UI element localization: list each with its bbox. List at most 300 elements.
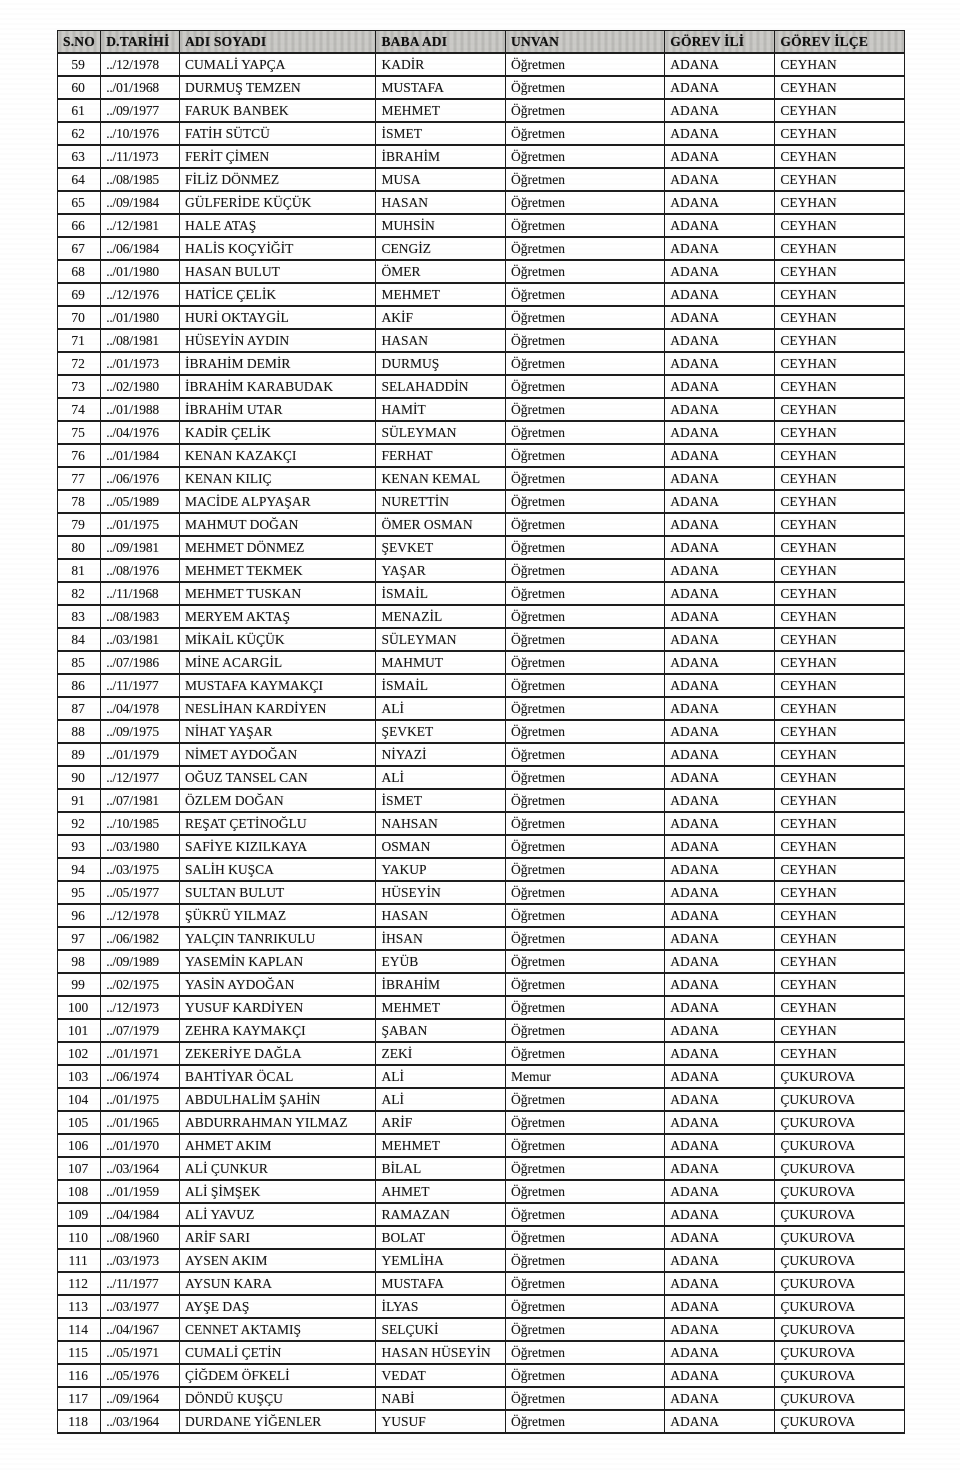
cell-gorev_ili: ADANA xyxy=(665,582,775,605)
cell-adi_soyadi: ALİ YAVUZ xyxy=(179,1203,376,1226)
cell-baba_adi: HAMİT xyxy=(376,398,506,421)
cell-baba_adi: SÜLEYMAN xyxy=(376,628,506,651)
table-row xyxy=(58,76,905,99)
cell-adi_soyadi: YASİN AYDOĞAN xyxy=(179,973,376,996)
cell-d_tarihi: ../01/1965 xyxy=(101,1111,180,1134)
cell-baba_adi: MENAZİL xyxy=(376,605,506,628)
cell-gorev_ilce: ÇUKUROVA xyxy=(775,1318,905,1341)
cell-s_no: 95 xyxy=(58,881,101,904)
cell-d_tarihi: ../08/1976 xyxy=(101,559,180,582)
cell-gorev_ilce: ÇUKUROVA xyxy=(775,1295,905,1318)
cell-gorev_ilce: CEYHAN xyxy=(775,559,905,582)
cell-baba_adi: MUHSİN xyxy=(376,214,506,237)
cell-unvan: Öğretmen xyxy=(506,329,665,352)
table-row xyxy=(58,835,905,858)
cell-gorev_ili: ADANA xyxy=(665,1364,775,1387)
cell-s_no: 116 xyxy=(58,1364,101,1387)
cell-s_no: 65 xyxy=(58,191,101,214)
cell-unvan: Öğretmen xyxy=(506,766,665,789)
cell-adi_soyadi: GÜLFERİDE KÜÇÜK xyxy=(179,191,376,214)
cell-gorev_ilce: CEYHAN xyxy=(775,283,905,306)
cell-adi_soyadi: FATİH SÜTCÜ xyxy=(179,122,376,145)
cell-d_tarihi: ../12/1973 xyxy=(101,996,180,1019)
cell-gorev_ili: ADANA xyxy=(665,467,775,490)
cell-baba_adi: ŞEVKET xyxy=(376,720,506,743)
cell-gorev_ili: ADANA xyxy=(665,812,775,835)
table-row xyxy=(58,214,905,237)
cell-gorev_ili: ADANA xyxy=(665,835,775,858)
cell-baba_adi: ŞEVKET xyxy=(376,536,506,559)
table-row xyxy=(58,352,905,375)
cell-s_no: 77 xyxy=(58,467,101,490)
cell-adi_soyadi: AHMET AKIM xyxy=(179,1134,376,1157)
table-row xyxy=(58,1272,905,1295)
cell-adi_soyadi: ALİ ÇUNKUR xyxy=(179,1157,376,1180)
cell-baba_adi: ÖMER OSMAN xyxy=(376,513,506,536)
header-row xyxy=(58,31,905,54)
cell-gorev_ili: ADANA xyxy=(665,214,775,237)
cell-adi_soyadi: ABDURRAHMAN YILMAZ xyxy=(179,1111,376,1134)
cell-adi_soyadi: MUSTAFA KAYMAKÇI xyxy=(179,674,376,697)
cell-d_tarihi: ../01/1973 xyxy=(101,352,180,375)
table-row xyxy=(58,996,905,1019)
cell-d_tarihi: ../06/1984 xyxy=(101,237,180,260)
cell-baba_adi: ALİ xyxy=(376,766,506,789)
cell-baba_adi: MAHMUT xyxy=(376,651,506,674)
cell-baba_adi: NİYAZİ xyxy=(376,743,506,766)
cell-gorev_ilce: CEYHAN xyxy=(775,950,905,973)
cell-s_no: 86 xyxy=(58,674,101,697)
cell-gorev_ili: ADANA xyxy=(665,168,775,191)
cell-gorev_ili: ADANA xyxy=(665,651,775,674)
cell-baba_adi: İSMET xyxy=(376,789,506,812)
cell-adi_soyadi: MACİDE ALPYAŞAR xyxy=(179,490,376,513)
header-cell-d_tarihi: D.TARİHİ xyxy=(101,31,180,54)
cell-d_tarihi: ../03/1975 xyxy=(101,858,180,881)
cell-d_tarihi: ../12/1978 xyxy=(101,53,180,76)
cell-gorev_ilce: CEYHAN xyxy=(775,513,905,536)
cell-baba_adi: ÖMER xyxy=(376,260,506,283)
cell-s_no: 114 xyxy=(58,1318,101,1341)
cell-s_no: 115 xyxy=(58,1341,101,1364)
cell-gorev_ili: ADANA xyxy=(665,789,775,812)
cell-d_tarihi: ../01/1975 xyxy=(101,1088,180,1111)
cell-unvan: Öğretmen xyxy=(506,881,665,904)
cell-s_no: 67 xyxy=(58,237,101,260)
cell-s_no: 96 xyxy=(58,904,101,927)
cell-baba_adi: İSMAİL xyxy=(376,582,506,605)
table-row xyxy=(58,260,905,283)
cell-baba_adi: KADİR xyxy=(376,53,506,76)
cell-gorev_ilce: CEYHAN xyxy=(775,720,905,743)
cell-unvan: Öğretmen xyxy=(506,789,665,812)
cell-adi_soyadi: KENAN KILIÇ xyxy=(179,467,376,490)
cell-unvan: Öğretmen xyxy=(506,1134,665,1157)
cell-unvan: Öğretmen xyxy=(506,283,665,306)
cell-adi_soyadi: HÜSEYİN AYDIN xyxy=(179,329,376,352)
cell-gorev_ilce: CEYHAN xyxy=(775,122,905,145)
cell-unvan: Öğretmen xyxy=(506,536,665,559)
cell-baba_adi: HASAN xyxy=(376,904,506,927)
cell-gorev_ili: ADANA xyxy=(665,1249,775,1272)
cell-d_tarihi: ../02/1980 xyxy=(101,375,180,398)
cell-d_tarihi: ../04/1967 xyxy=(101,1318,180,1341)
cell-d_tarihi: ../05/1971 xyxy=(101,1341,180,1364)
table-row xyxy=(58,674,905,697)
header-cell-s_no: S.NO xyxy=(58,31,101,54)
cell-d_tarihi: ../12/1981 xyxy=(101,214,180,237)
cell-baba_adi: ALİ xyxy=(376,1065,506,1088)
cell-d_tarihi: ../01/1988 xyxy=(101,398,180,421)
cell-unvan: Öğretmen xyxy=(506,1249,665,1272)
cell-s_no: 99 xyxy=(58,973,101,996)
cell-s_no: 68 xyxy=(58,260,101,283)
cell-gorev_ilce: ÇUKUROVA xyxy=(775,1157,905,1180)
cell-gorev_ilce: CEYHAN xyxy=(775,53,905,76)
cell-unvan: Öğretmen xyxy=(506,1295,665,1318)
cell-gorev_ilce: CEYHAN xyxy=(775,927,905,950)
cell-gorev_ili: ADANA xyxy=(665,99,775,122)
cell-gorev_ili: ADANA xyxy=(665,1295,775,1318)
cell-baba_adi: EYÜB xyxy=(376,950,506,973)
cell-s_no: 101 xyxy=(58,1019,101,1042)
cell-d_tarihi: ../05/1976 xyxy=(101,1364,180,1387)
cell-gorev_ili: ADANA xyxy=(665,53,775,76)
cell-d_tarihi: ../07/1979 xyxy=(101,1019,180,1042)
cell-gorev_ili: ADANA xyxy=(665,352,775,375)
cell-adi_soyadi: ŞÜKRÜ YILMAZ xyxy=(179,904,376,927)
cell-d_tarihi: ../01/1968 xyxy=(101,76,180,99)
cell-adi_soyadi: REŞAT ÇETİNOĞLU xyxy=(179,812,376,835)
cell-gorev_ilce: CEYHAN xyxy=(775,674,905,697)
cell-d_tarihi: ../09/1977 xyxy=(101,99,180,122)
table-row xyxy=(58,1111,905,1134)
cell-gorev_ili: ADANA xyxy=(665,996,775,1019)
cell-unvan: Öğretmen xyxy=(506,697,665,720)
cell-adi_soyadi: KENAN KAZAKÇI xyxy=(179,444,376,467)
table-row xyxy=(58,1088,905,1111)
cell-s_no: 108 xyxy=(58,1180,101,1203)
cell-gorev_ilce: CEYHAN xyxy=(775,237,905,260)
cell-unvan: Öğretmen xyxy=(506,375,665,398)
cell-d_tarihi: ../04/1984 xyxy=(101,1203,180,1226)
cell-unvan: Öğretmen xyxy=(506,674,665,697)
cell-gorev_ili: ADANA xyxy=(665,1042,775,1065)
cell-gorev_ili: ADANA xyxy=(665,1226,775,1249)
header-cell-gorev_ili: GÖREV İLİ xyxy=(665,31,775,54)
cell-gorev_ili: ADANA xyxy=(665,1203,775,1226)
cell-baba_adi: SELAHADDİN xyxy=(376,375,506,398)
cell-gorev_ili: ADANA xyxy=(665,122,775,145)
cell-s_no: 94 xyxy=(58,858,101,881)
cell-adi_soyadi: DÖNDÜ KUŞÇU xyxy=(179,1387,376,1410)
cell-s_no: 107 xyxy=(58,1157,101,1180)
table-row xyxy=(58,191,905,214)
cell-s_no: 82 xyxy=(58,582,101,605)
cell-baba_adi: NAHSAN xyxy=(376,812,506,835)
cell-adi_soyadi: NİMET AYDOĞAN xyxy=(179,743,376,766)
cell-baba_adi: MEHMET xyxy=(376,996,506,1019)
cell-d_tarihi: ../09/1989 xyxy=(101,950,180,973)
cell-gorev_ilce: CEYHAN xyxy=(775,766,905,789)
cell-d_tarihi: ../06/1974 xyxy=(101,1065,180,1088)
cell-adi_soyadi: FİLİZ DÖNMEZ xyxy=(179,168,376,191)
cell-gorev_ilce: CEYHAN xyxy=(775,605,905,628)
cell-s_no: 102 xyxy=(58,1042,101,1065)
cell-s_no: 64 xyxy=(58,168,101,191)
cell-adi_soyadi: SALİH KUŞCA xyxy=(179,858,376,881)
table-row xyxy=(58,881,905,904)
cell-gorev_ili: ADANA xyxy=(665,1272,775,1295)
cell-adi_soyadi: FERİT ÇİMEN xyxy=(179,145,376,168)
table-row xyxy=(58,1387,905,1410)
cell-d_tarihi: ../01/1959 xyxy=(101,1180,180,1203)
cell-baba_adi: RAMAZAN xyxy=(376,1203,506,1226)
cell-unvan: Öğretmen xyxy=(506,76,665,99)
table-row xyxy=(58,582,905,605)
cell-baba_adi: MEHMET xyxy=(376,99,506,122)
cell-s_no: 92 xyxy=(58,812,101,835)
cell-s_no: 59 xyxy=(58,53,101,76)
cell-adi_soyadi: ABDULHALİM ŞAHİN xyxy=(179,1088,376,1111)
cell-unvan: Öğretmen xyxy=(506,973,665,996)
table-row xyxy=(58,904,905,927)
table-row xyxy=(58,490,905,513)
cell-gorev_ilce: CEYHAN xyxy=(775,398,905,421)
cell-gorev_ili: ADANA xyxy=(665,191,775,214)
cell-gorev_ilce: ÇUKUROVA xyxy=(775,1134,905,1157)
cell-baba_adi: İHSAN xyxy=(376,927,506,950)
cell-d_tarihi: ../06/1976 xyxy=(101,467,180,490)
cell-gorev_ili: ADANA xyxy=(665,973,775,996)
header-cell-baba_adi: BABA ADI xyxy=(376,31,506,54)
cell-s_no: 110 xyxy=(58,1226,101,1249)
cell-adi_soyadi: OĞUZ TANSEL CAN xyxy=(179,766,376,789)
cell-unvan: Öğretmen xyxy=(506,1272,665,1295)
cell-gorev_ilce: CEYHAN xyxy=(775,996,905,1019)
cell-unvan: Öğretmen xyxy=(506,720,665,743)
cell-gorev_ilce: ÇUKUROVA xyxy=(775,1088,905,1111)
cell-gorev_ili: ADANA xyxy=(665,1410,775,1433)
cell-adi_soyadi: HATİCE ÇELİK xyxy=(179,283,376,306)
cell-s_no: 80 xyxy=(58,536,101,559)
cell-baba_adi: CENGİZ xyxy=(376,237,506,260)
table-row xyxy=(58,1134,905,1157)
cell-unvan: Öğretmen xyxy=(506,168,665,191)
cell-d_tarihi: ../08/1981 xyxy=(101,329,180,352)
cell-s_no: 74 xyxy=(58,398,101,421)
cell-gorev_ilce: CEYHAN xyxy=(775,306,905,329)
cell-s_no: 63 xyxy=(58,145,101,168)
cell-gorev_ili: ADANA xyxy=(665,536,775,559)
cell-gorev_ili: ADANA xyxy=(665,1318,775,1341)
cell-baba_adi: YUSUF xyxy=(376,1410,506,1433)
table-row xyxy=(58,1203,905,1226)
cell-s_no: 90 xyxy=(58,766,101,789)
cell-d_tarihi: ../09/1975 xyxy=(101,720,180,743)
cell-gorev_ilce: CEYHAN xyxy=(775,697,905,720)
cell-unvan: Öğretmen xyxy=(506,605,665,628)
cell-gorev_ilce: CEYHAN xyxy=(775,743,905,766)
cell-unvan: Öğretmen xyxy=(506,398,665,421)
cell-gorev_ilce: ÇUKUROVA xyxy=(775,1364,905,1387)
cell-d_tarihi: ../03/1977 xyxy=(101,1295,180,1318)
cell-unvan: Öğretmen xyxy=(506,1042,665,1065)
cell-s_no: 87 xyxy=(58,697,101,720)
cell-gorev_ilce: ÇUKUROVA xyxy=(775,1249,905,1272)
table-row xyxy=(58,605,905,628)
table-row xyxy=(58,398,905,421)
cell-baba_adi: MUSTAFA xyxy=(376,1272,506,1295)
cell-gorev_ili: ADANA xyxy=(665,605,775,628)
cell-d_tarihi: ../07/1981 xyxy=(101,789,180,812)
cell-baba_adi: HÜSEYİN xyxy=(376,881,506,904)
table-row xyxy=(58,53,905,76)
cell-gorev_ilce: CEYHAN xyxy=(775,789,905,812)
cell-s_no: 105 xyxy=(58,1111,101,1134)
cell-adi_soyadi: MİKAİL KÜÇÜK xyxy=(179,628,376,651)
cell-baba_adi: NURETTİN xyxy=(376,490,506,513)
table-row xyxy=(58,766,905,789)
cell-gorev_ili: ADANA xyxy=(665,306,775,329)
cell-gorev_ili: ADANA xyxy=(665,766,775,789)
cell-adi_soyadi: CENNET AKTAMIŞ xyxy=(179,1318,376,1341)
cell-gorev_ilce: CEYHAN xyxy=(775,812,905,835)
cell-gorev_ilce: ÇUKUROVA xyxy=(775,1226,905,1249)
cell-unvan: Öğretmen xyxy=(506,1111,665,1134)
cell-gorev_ili: ADANA xyxy=(665,927,775,950)
table-row xyxy=(58,697,905,720)
table-row xyxy=(58,559,905,582)
cell-adi_soyadi: AYŞE DAŞ xyxy=(179,1295,376,1318)
cell-gorev_ilce: CEYHAN xyxy=(775,1042,905,1065)
cell-adi_soyadi: MAHMUT DOĞAN xyxy=(179,513,376,536)
header-cell-gorev_ilce: GÖREV İLÇE xyxy=(775,31,905,54)
cell-gorev_ilce: ÇUKUROVA xyxy=(775,1111,905,1134)
cell-adi_soyadi: HASAN BULUT xyxy=(179,260,376,283)
cell-adi_soyadi: ALİ ŞİMŞEK xyxy=(179,1180,376,1203)
cell-adi_soyadi: MERYEM AKTAŞ xyxy=(179,605,376,628)
table-row xyxy=(58,858,905,881)
cell-unvan: Öğretmen xyxy=(506,835,665,858)
cell-baba_adi: MUSA xyxy=(376,168,506,191)
cell-d_tarihi: ../09/1981 xyxy=(101,536,180,559)
cell-unvan: Öğretmen xyxy=(506,467,665,490)
cell-s_no: 111 xyxy=(58,1249,101,1272)
cell-d_tarihi: ../06/1982 xyxy=(101,927,180,950)
cell-unvan: Öğretmen xyxy=(506,260,665,283)
cell-unvan: Öğretmen xyxy=(506,306,665,329)
cell-unvan: Öğretmen xyxy=(506,812,665,835)
cell-gorev_ili: ADANA xyxy=(665,329,775,352)
cell-d_tarihi: ../05/1977 xyxy=(101,881,180,904)
cell-s_no: 66 xyxy=(58,214,101,237)
table-row xyxy=(58,145,905,168)
table-row xyxy=(58,1364,905,1387)
table-row xyxy=(58,1410,905,1433)
cell-d_tarihi: ../03/1981 xyxy=(101,628,180,651)
cell-unvan: Öğretmen xyxy=(506,996,665,1019)
cell-s_no: 61 xyxy=(58,99,101,122)
cell-gorev_ili: ADANA xyxy=(665,1134,775,1157)
cell-gorev_ili: ADANA xyxy=(665,1088,775,1111)
cell-s_no: 73 xyxy=(58,375,101,398)
cell-baba_adi: MEHMET xyxy=(376,1134,506,1157)
cell-gorev_ili: ADANA xyxy=(665,1180,775,1203)
cell-gorev_ilce: ÇUKUROVA xyxy=(775,1272,905,1295)
cell-gorev_ilce: CEYHAN xyxy=(775,260,905,283)
cell-adi_soyadi: HURİ OKTAYGİL xyxy=(179,306,376,329)
cell-gorev_ilce: ÇUKUROVA xyxy=(775,1410,905,1433)
cell-s_no: 109 xyxy=(58,1203,101,1226)
cell-unvan: Öğretmen xyxy=(506,490,665,513)
cell-gorev_ilce: CEYHAN xyxy=(775,145,905,168)
table-row xyxy=(58,1249,905,1272)
cell-s_no: 85 xyxy=(58,651,101,674)
cell-gorev_ili: ADANA xyxy=(665,1065,775,1088)
cell-baba_adi: AKİF xyxy=(376,306,506,329)
cell-baba_adi: SÜLEYMAN xyxy=(376,421,506,444)
cell-unvan: Öğretmen xyxy=(506,1318,665,1341)
table-header xyxy=(58,31,905,54)
cell-adi_soyadi: KADİR ÇELİK xyxy=(179,421,376,444)
table-row xyxy=(58,927,905,950)
cell-gorev_ilce: CEYHAN xyxy=(775,536,905,559)
cell-adi_soyadi: AYSEN AKIM xyxy=(179,1249,376,1272)
cell-baba_adi: HASAN xyxy=(376,191,506,214)
cell-d_tarihi: ../11/1977 xyxy=(101,1272,180,1295)
cell-unvan: Öğretmen xyxy=(506,53,665,76)
cell-s_no: 70 xyxy=(58,306,101,329)
cell-d_tarihi: ../01/1980 xyxy=(101,306,180,329)
cell-unvan: Öğretmen xyxy=(506,214,665,237)
cell-gorev_ilce: CEYHAN xyxy=(775,651,905,674)
table-row xyxy=(58,1226,905,1249)
cell-gorev_ilce: CEYHAN xyxy=(775,329,905,352)
cell-d_tarihi: ../04/1978 xyxy=(101,697,180,720)
cell-d_tarihi: ../08/1983 xyxy=(101,605,180,628)
cell-baba_adi: YEMLİHA xyxy=(376,1249,506,1272)
cell-unvan: Öğretmen xyxy=(506,651,665,674)
cell-d_tarihi: ../01/1980 xyxy=(101,260,180,283)
cell-adi_soyadi: MİNE ACARGİL xyxy=(179,651,376,674)
cell-baba_adi: İSMAİL xyxy=(376,674,506,697)
cell-adi_soyadi: HALE ATAŞ xyxy=(179,214,376,237)
cell-gorev_ilce: CEYHAN xyxy=(775,352,905,375)
cell-baba_adi: İBRAHİM xyxy=(376,145,506,168)
cell-gorev_ili: ADANA xyxy=(665,628,775,651)
cell-adi_soyadi: ZEHRA KAYMAKÇI xyxy=(179,1019,376,1042)
cell-d_tarihi: ../09/1964 xyxy=(101,1387,180,1410)
cell-unvan: Memur xyxy=(506,1065,665,1088)
cell-s_no: 98 xyxy=(58,950,101,973)
cell-s_no: 84 xyxy=(58,628,101,651)
cell-d_tarihi: ../01/1975 xyxy=(101,513,180,536)
cell-gorev_ilce: CEYHAN xyxy=(775,973,905,996)
cell-gorev_ilce: ÇUKUROVA xyxy=(775,1180,905,1203)
cell-adi_soyadi: YALÇIN TANRIKULU xyxy=(179,927,376,950)
cell-unvan: Öğretmen xyxy=(506,421,665,444)
personnel-table xyxy=(57,30,905,1434)
cell-adi_soyadi: ZEKERİYE DAĞLA xyxy=(179,1042,376,1065)
cell-gorev_ili: ADANA xyxy=(665,1341,775,1364)
cell-baba_adi: HASAN HÜSEYİN xyxy=(376,1341,506,1364)
cell-d_tarihi: ../01/1970 xyxy=(101,1134,180,1157)
cell-gorev_ili: ADANA xyxy=(665,76,775,99)
cell-baba_adi: ŞABAN xyxy=(376,1019,506,1042)
cell-unvan: Öğretmen xyxy=(506,1364,665,1387)
cell-gorev_ili: ADANA xyxy=(665,1157,775,1180)
